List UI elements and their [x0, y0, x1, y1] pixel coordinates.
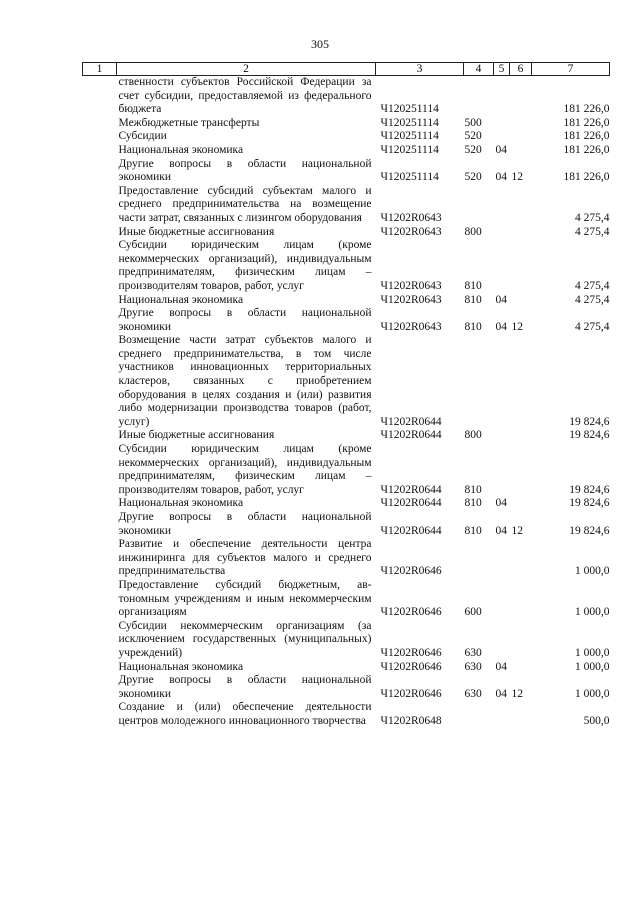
expense-type: [464, 701, 494, 728]
amount-value: 4 275,4: [575, 279, 610, 292]
item-name: ственности субъектов Российской Федерации за счет субсидии, предоставляемой из федерального бюджета: [118, 76, 372, 116]
subsection-code: 12: [511, 687, 523, 700]
section-code: [494, 701, 510, 728]
table-row: [83, 661, 610, 675]
amount-value: 1 000,0: [575, 565, 610, 578]
target-code: Ч1202R0643: [380, 293, 442, 306]
expense-type: 810: [464, 483, 482, 496]
subsection-code: [510, 130, 532, 144]
row-index-cell: [83, 158, 117, 185]
target-code: Ч1202R0644: [380, 415, 442, 428]
expense-type: 630: [464, 646, 482, 659]
subsection-code: [510, 76, 532, 117]
subsection-code: [510, 497, 532, 511]
expense-type: 810: [464, 279, 482, 292]
section-code: 04: [495, 171, 507, 184]
target-code: Ч1202R0643: [380, 225, 442, 238]
item-name: Предоставление субсидий субъектам малого и среднего предпринимательства на возмещение части затрат, связанных с лизингом оборудования: [118, 184, 372, 224]
section-code: [494, 117, 510, 131]
subsection-code: [510, 620, 532, 661]
section-code: [494, 579, 510, 620]
row-index-cell: [83, 497, 117, 511]
header-col-3: 3: [376, 63, 464, 76]
subsection-code: [510, 185, 532, 226]
table-row: [83, 307, 610, 334]
target-code: Ч1202R0648: [380, 714, 442, 727]
amount-value: 19 824,6: [569, 483, 610, 496]
item-name: Субсидии юридическим лицам (кроме некоммерческих организаций), индивидуальным предпринимателям, физическим лицам – производителям товаров, работ, услуг: [118, 443, 372, 496]
target-code: Ч1202R0644: [380, 524, 442, 537]
item-name: Создание и (или) обеспечение деятельности центров молодежного инновационного творчества: [118, 701, 372, 727]
target-code: Ч120251114: [380, 171, 439, 184]
table-row: [83, 334, 610, 429]
expense-type: 810: [464, 293, 482, 306]
amount-value: 19 824,6: [569, 524, 610, 537]
item-name: Субсидии некоммерческим организациям (за исключением государственных (муниципальных) учреждений): [118, 619, 372, 659]
subsection-code: [510, 226, 532, 240]
section-code: 04: [495, 293, 507, 306]
section-code: 04: [495, 660, 507, 673]
budget-table-container: [82, 62, 609, 729]
row-index-cell: [83, 307, 117, 334]
table-row: [83, 130, 610, 144]
table-row: [83, 117, 610, 131]
subsection-code: [510, 429, 532, 443]
row-index-cell: [83, 117, 117, 131]
subsection-code: [510, 701, 532, 728]
row-index-cell: [83, 538, 117, 579]
amount-value: 19 824,6: [569, 415, 610, 428]
table-body: [83, 76, 610, 729]
subsection-code: [510, 334, 532, 429]
row-index-cell: [83, 701, 117, 728]
subsection-code: [510, 538, 532, 579]
amount-value: 181 226,0: [563, 103, 610, 116]
expense-type: 630: [464, 660, 482, 673]
section-code: 04: [495, 320, 507, 333]
item-name: Возмещение части затрат субъектов малого и среднего предпринимательства, в том числе участников инновационных территориальных кластеров, связанных с приобретением оборудования в целях создания и (или) развития либо модернизации производства товаров (работ, услуг): [118, 334, 372, 428]
header-row: [83, 63, 610, 76]
expense-type: [464, 334, 494, 429]
subsection-code: 12: [511, 171, 523, 184]
amount-value: 181 226,0: [563, 130, 610, 143]
amount-value: 181 226,0: [563, 171, 610, 184]
table-row: [83, 239, 610, 293]
section-code: 04: [495, 497, 507, 510]
item-name: Национальная экономика: [118, 660, 244, 673]
subsection-code: [510, 443, 532, 497]
header-col-5: 5: [494, 63, 510, 76]
section-code: [494, 130, 510, 144]
table-row: [83, 429, 610, 443]
table-row: [83, 497, 610, 511]
header-col-1: 1: [83, 63, 117, 76]
header-col-7: 7: [532, 63, 610, 76]
item-name: Другие вопросы в области национальной экономики: [118, 674, 372, 700]
target-code: Ч1202R0646: [380, 606, 442, 619]
amount-value: 19 824,6: [569, 429, 610, 442]
amount-value: 500,0: [583, 714, 610, 727]
expense-type: [464, 185, 494, 226]
section-code: [494, 185, 510, 226]
table-row: [83, 579, 610, 620]
subsection-code: [510, 661, 532, 675]
section-code: [494, 538, 510, 579]
table-row: [83, 701, 610, 728]
target-code: Ч120251114: [380, 103, 439, 116]
subsection-code: [510, 294, 532, 308]
page-number: 305: [311, 37, 329, 51]
target-code: Ч120251114: [380, 130, 439, 143]
row-index-cell: [83, 76, 117, 117]
expense-type: 520: [464, 130, 482, 143]
expense-type: 500: [464, 116, 482, 129]
table-row: [83, 620, 610, 661]
row-index-cell: [83, 620, 117, 661]
amount-value: 19 824,6: [569, 497, 610, 510]
item-name: Иные бюджетные ассигнования: [118, 429, 275, 442]
target-code: Ч120251114: [380, 143, 439, 156]
expense-type: 520: [464, 171, 482, 184]
section-code: [494, 443, 510, 497]
expense-type: 600: [464, 606, 482, 619]
expense-type: [464, 538, 494, 579]
item-name: Предоставление субсидий бюджетным, автономным учреждениям и иным некоммерческим организациям: [118, 578, 372, 619]
section-code: [494, 239, 510, 293]
expense-type: [464, 76, 494, 117]
target-code: Ч1202R0644: [380, 483, 442, 496]
budget-table: [82, 62, 610, 729]
section-code: [494, 76, 510, 117]
expense-type: 800: [464, 429, 482, 442]
item-name: Национальная экономика: [118, 143, 244, 156]
target-code: Ч1202R0646: [380, 565, 442, 578]
amount-value: 181 226,0: [563, 116, 610, 129]
target-code: Ч1202R0646: [380, 646, 442, 659]
row-index-cell: [83, 185, 117, 226]
row-index-cell: [83, 226, 117, 240]
amount-value: 4 275,4: [575, 293, 610, 306]
table-row: [83, 158, 610, 185]
target-code: Ч1202R0646: [380, 687, 442, 700]
item-name: Другие вопросы в области национальной экономики: [118, 511, 372, 537]
table-row: [83, 76, 610, 117]
subsection-code: 12: [511, 320, 523, 333]
row-index-cell: [83, 429, 117, 443]
row-index-cell: [83, 130, 117, 144]
amount-value: 4 275,4: [575, 211, 610, 224]
section-code: [494, 429, 510, 443]
table-row: [83, 185, 610, 226]
subsection-code: [510, 144, 532, 158]
row-index-cell: [83, 511, 117, 538]
row-index-cell: [83, 661, 117, 675]
item-name: Субсидии юридическим лицам (кроме некоммерческих организаций), индивидуальным предпринимателям, физическим лицам – производителям товаров, работ, услуг: [118, 239, 372, 292]
item-name: Другие вопросы в области национальной экономики: [118, 157, 372, 184]
section-code: 04: [495, 143, 507, 156]
target-code: Ч1202R0643: [380, 279, 442, 292]
amount-value: 4 275,4: [575, 225, 610, 238]
row-index-cell: [83, 294, 117, 308]
expense-type: 520: [464, 143, 482, 156]
item-name: Межбюджетные трансферты: [118, 116, 260, 129]
header-col-4: 4: [464, 63, 494, 76]
section-code: [494, 620, 510, 661]
subsection-code: [510, 579, 532, 620]
expense-type: 810: [464, 497, 482, 510]
target-code: Ч120251114: [380, 116, 439, 129]
expense-type: 810: [464, 320, 482, 333]
target-code: Ч1202R0643: [380, 211, 442, 224]
amount-value: 181 226,0: [563, 143, 610, 156]
row-index-cell: [83, 443, 117, 497]
row-index-cell: [83, 674, 117, 701]
subsection-code: [510, 239, 532, 293]
item-name: Субсидии: [118, 130, 167, 143]
header-col-2: 2: [117, 63, 376, 76]
header-col-6: 6: [510, 63, 532, 76]
expense-type: 630: [464, 687, 482, 700]
section-code: 04: [495, 687, 507, 700]
target-code: Ч1202R0646: [380, 660, 442, 673]
expense-type: 810: [464, 524, 482, 537]
table-header: [83, 63, 610, 76]
subsection-code: [510, 117, 532, 131]
amount-value: 1 000,0: [575, 660, 610, 673]
row-index-cell: [83, 579, 117, 620]
table-row: [83, 538, 610, 579]
item-name: Национальная экономика: [118, 293, 244, 306]
expense-type: 800: [464, 225, 482, 238]
target-code: Ч1202R0644: [380, 429, 442, 442]
row-index-cell: [83, 334, 117, 429]
row-index-cell: [83, 144, 117, 158]
row-index-cell: [83, 239, 117, 293]
table-row: [83, 443, 610, 497]
amount-value: 1 000,0: [575, 646, 610, 659]
table-row: [83, 226, 610, 240]
section-code: [494, 334, 510, 429]
section-code: [494, 226, 510, 240]
target-code: Ч1202R0643: [380, 320, 442, 333]
item-name: Развитие и обеспечение деятельности центра инжиниринга для субъектов малого и среднего предпринимательства: [118, 538, 372, 578]
section-code: 04: [495, 524, 507, 537]
amount-value: 1 000,0: [575, 606, 610, 619]
subsection-code: 12: [511, 524, 523, 537]
item-name: Другие вопросы в области национальной экономики: [118, 307, 372, 333]
target-code: Ч1202R0644: [380, 497, 442, 510]
amount-value: 4 275,4: [575, 320, 610, 333]
item-name: Национальная экономика: [118, 497, 244, 510]
table-row: [83, 674, 610, 701]
item-name: Иные бюджетные ассигнования: [118, 225, 275, 238]
table-row: [83, 294, 610, 308]
amount-value: 1 000,0: [575, 687, 610, 700]
table-row: [83, 144, 610, 158]
table-row: [83, 511, 610, 538]
